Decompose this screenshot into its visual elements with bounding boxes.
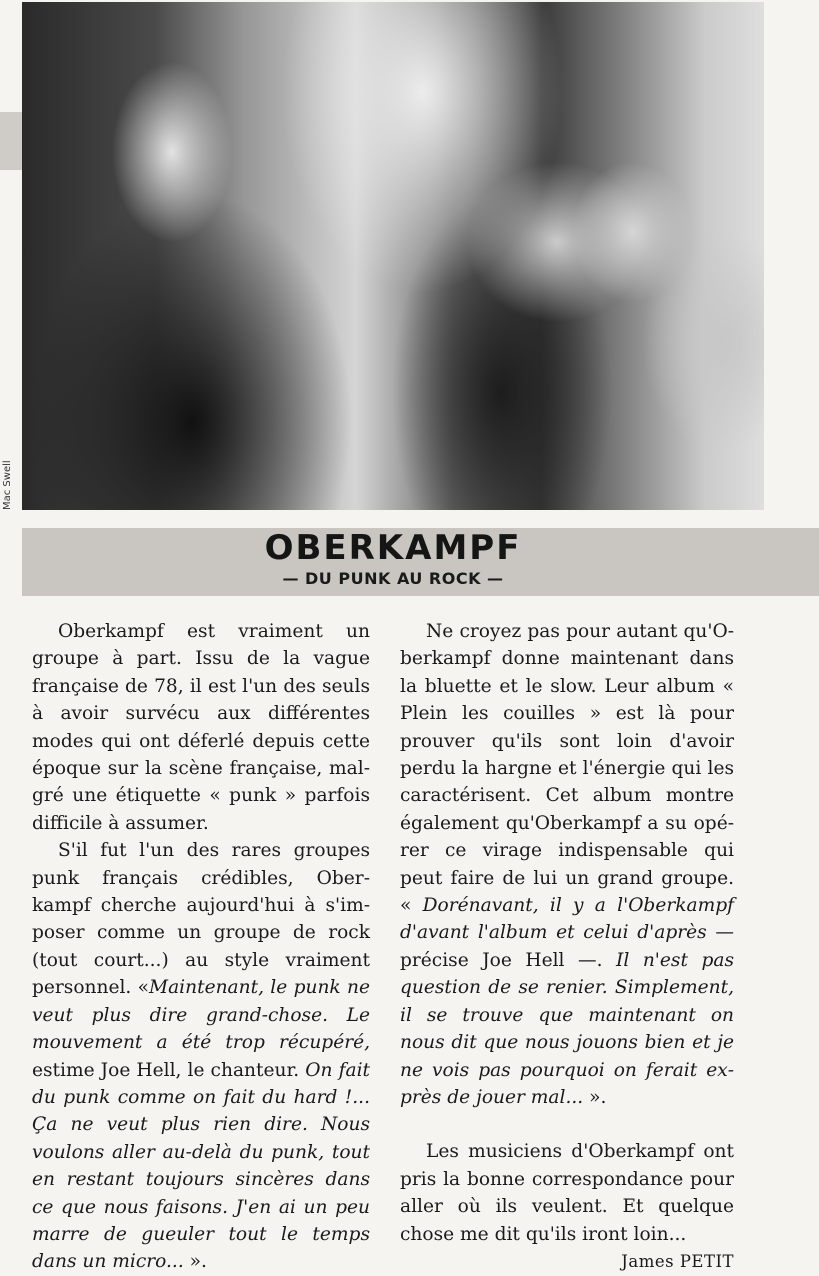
paragraph: Les musiciens d'Oberkampf ont pris la bonne correspondance pour aller où ils veulent. Et quelque chose me dit qu'ils iront loin... bbox=[400, 1141, 734, 1245]
paragraph bbox=[400, 618, 734, 1111]
article-column-right bbox=[400, 618, 734, 1275]
margin-tab bbox=[0, 112, 22, 170]
article-subtitle: — DU PUNK AU ROCK — bbox=[282, 569, 504, 588]
quote-run: Il n'est pas question de se renier. Simplement, il se trouve que maintenant on nous dit que nous jouons bien et je ne vois pas pourquoi on ferait exprès de jouer mal... bbox=[400, 949, 734, 1108]
band-photo bbox=[22, 2, 764, 510]
text-run: estime Joe Hell, le chanteur. bbox=[32, 1059, 300, 1081]
quote-run: Dorénavant, il y a l'Oberkampf d'avant l'album et celui d'après bbox=[400, 895, 734, 944]
paragraph bbox=[32, 837, 370, 1276]
text-run: — précise Joe Hell —. bbox=[400, 922, 734, 971]
article-column-left bbox=[32, 618, 370, 1276]
text-run: ». bbox=[583, 1086, 607, 1108]
article-title: OBERKAMPF bbox=[264, 528, 522, 568]
text-run: S'il fut l'un des rares groupes punk français crédibles, Oberkampf cherche aujourd'hui à s'imposer comme un groupe de rock (tout court...) au style vraiment personnel. « bbox=[32, 840, 370, 999]
text-run: Ne croyez pas pour autant qu'Oberkampf donne maintenant dans la bluette et le slow. Leur album « Plein les couilles » est là pour prouver qu'ils sont loin d'avoir perdu la hargne et l'énergie qui les caractérisent. Cet album montre également qu'Oberkampf a su opérer ce virage indispensable qui peut faire de lui un grand groupe. « bbox=[400, 621, 734, 917]
quote-run: Maintenant, le punk ne veut plus dire grand-chose. Le mouvement a été trop récupéré, bbox=[32, 977, 370, 1054]
paragraph-gap bbox=[400, 1111, 734, 1138]
paragraph: Oberkampf est vraiment un groupe à part. Issu de la vague française de 78, il est l'un des seuls à avoir survécu aux différentes modes qui ont déferlé depuis cette époque sur la scène française, malgré une étiquette « punk » parfois difficile à assumer. bbox=[32, 621, 370, 834]
text-run: ». bbox=[183, 1251, 207, 1273]
author-signature: James PETIT bbox=[621, 1251, 734, 1271]
quote-run: On fait du punk comme on fait du hard !... Ça ne veut plus rien dire. Nous voulons aller au-delà du punk, tout en restant toujours sincères dans ce que nous faisons. J'en ai un peu marre de gueuler tout le temps dans un micro... bbox=[32, 1059, 370, 1273]
